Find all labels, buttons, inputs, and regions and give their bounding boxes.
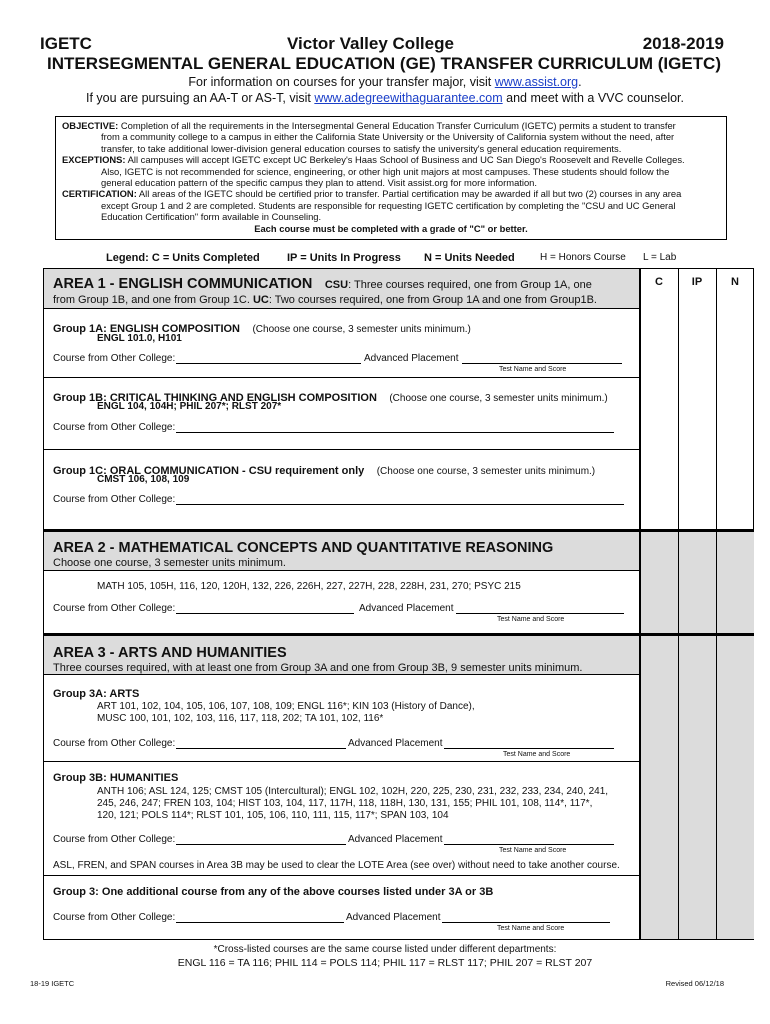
1c-other-college-field[interactable] [176,494,624,505]
group-1c-title: Group 1C: ORAL COMMUNICATION - CSU requirement only [53,465,365,477]
area3-note: Three courses required, with at least one from Group 3A and one from Group 3B, 9 semester units minimum. [53,662,583,674]
footer-revised: Revised 06/12/18 [665,979,724,988]
area2-title: AREA 2 - MATHEMATICAL CONCEPTS AND QUANTITATIVE REASONING [53,540,554,556]
3-other-college-field[interactable] [176,912,344,923]
degree-guarantee-link[interactable]: www.adegreewithaguarantee.com [314,91,503,105]
footer-left: 18-19 IGETC [30,979,75,988]
crosslist-detail: ENGL 116 = TA 116; PHIL 114 = POLS 114; PHIL 117 = RLST 117; PHIL 207 = RLST 207 [177,957,593,969]
area2-col-n[interactable] [716,532,754,633]
crosslist-note: *Cross-listed courses are the same course listed under different departments: [213,944,557,955]
page-title: INTERSEGMENTAL GENERAL EDUCATION (GE) TRANSFER CURRICULUM (IGETC) [46,54,721,73]
grade-requirement: Each course must be completed with a grade of "C" or better. [254,222,528,234]
1a-other-college-field[interactable] [176,353,361,364]
1a-ap-field[interactable] [462,353,622,364]
area2-note: Choose one course, 3 semester units minimum. [53,557,286,569]
area2-header [43,530,640,570]
area2-col-c[interactable] [640,532,679,633]
group-3b-courses-3: 120, 121; POLS 114*; RLST 101, 105, 106, 110, 111, 115, 117*; SPAN 103, 104 [97,810,449,821]
group-3a-courses-2: MUSC 100, 101, 102, 103, 116, 117, 118, 202; TA 101, 102, 116* [97,713,384,724]
group-1a-courses: ENGL 101.0, H101 [97,333,182,344]
group-3b-courses-1: ANTH 106; ASL 124, 125; CMST 105 (Intercultural); ENGL 102, 102H, 220, 225, 230, 231, 232, 233, 234, 240, 241, [97,786,609,797]
header-college: Victor Valley College [287,34,454,53]
group-3a-title: Group 3A: ARTS [53,688,140,700]
3b-other-college-field[interactable] [176,834,346,845]
area2-courses: MATH 105, 105H, 116, 120, 120H, 132, 226, 226H, 227, 227H, 228, 228H, 231, 270; PSYC 215 [97,581,521,592]
area1-title: AREA 1 - ENGLISH COMMUNICATION [53,276,313,292]
group-3b-courses-2: 245, 246, 247; FREN 103, 104; HIST 103, 104, 117, 117H, 118, 118H, 130, 131, 155; PHIL 101, 108, 114*, 117*, [97,798,593,809]
group-1b-courses: ENGL 104, 104H; PHIL 207*; RLST 207* [97,401,282,412]
3a-other-college-field[interactable] [176,738,346,749]
3b-ap-field[interactable] [444,834,614,845]
group-1b-title: Group 1B: CRITICAL THINKING AND ENGLISH COMPOSITION [53,392,377,404]
col-header-n: N [731,276,739,288]
area3-body: Group 3A: ARTS ART 101, 102, 104, 105, 106, 107, 108, 109; ENGL 116*; KIN 103 (History of Dance), MUSC 100, 101, 102, 103, 116, 117, 118, 202; TA 101, 102, 116* Course from Other College: Advanced Placement Test Name and Score Group 3B: HUMANITIES ANTH 106; ASL 124, 125; CMST 105 (Intercultural); ENGL 102, 102H, 220, 225, 230, 231, 232, 233, 234, 240, 241, 245, 246, 247; FREN 103, 104; HIST 103, 104, 117, 117H, 118, 118H, 130, 131, 155; PHIL 101, 108, 114*, 117*, 120, 121; POLS 114*; RLST 101, 105, 106, 110, 111, 115, 117*; SPAN 103, 104 Course from Other College: Advanced Placement Test Name and Score ASL, FREN, and SPAN courses in Area 3B may be used to clear the LOTE Area (see over) without need to take another course. Group 3: One additional course from any of the above courses listed under 3A or 3B Course from Other College: Advanced Placement Test Name and Score [43,674,640,940]
area1-col-n[interactable] [716,269,754,529]
header-row [40,34,728,56]
area3-unit-columns [640,634,754,940]
area3-col-ip[interactable] [678,636,717,939]
area3-header [43,634,640,674]
area2-other-college-field[interactable] [176,603,354,614]
area1-body: Group 1A: ENGLISH COMPOSITION (Choose one course, 3 semester units minimum.) ENGL 101.0, H101 Course from Other College: Advanced Placement Test Name and Score Group 1B: CRITICAL THINKING AND ENGLISH COMPOSITION (Choose one course, 3 semester units minimum.) ENGL 104, 104H; PHIL 207*; RLST 207* Course from Other College: Group 1C: ORAL COMMUNICATION - CSU requirement only (Choose one course, 3 semester units minimum.) CMST 106, 108, 109 Course from Other College: [43,308,640,530]
group-3-title: Group 3: One additional course from any of the above courses listed under 3A or 3B [53,886,494,898]
1b-other-college-field[interactable] [176,422,614,433]
area1-col-ip[interactable] [678,269,717,529]
header-year: 2018-2019 [642,34,724,53]
group-3b-title: Group 3B: HUMANITIES [53,772,179,784]
group-1c-courses: CMST 106, 108, 109 [97,474,190,485]
header-left: IGETC [40,34,92,53]
legend: Legend: C = Units Completed IP = Units In Progress N = Units Needed H = Honors Course L = Lab [106,252,677,264]
area3-title: AREA 3 - ARTS AND HUMANITIES [53,645,287,661]
area1-header: AREA 1 - ENGLISH COMMUNICATION CSU: Three courses required, one from Group 1A, one from Group 1B, and one from Group 1C. UC: Two courses required, one from Group 1A and one from Group1B. [43,268,640,308]
assist-link[interactable]: www.assist.org [494,75,579,89]
area2-body: MATH 105, 105H, 116, 120, 120H, 132, 226, 226H, 227, 227H, 228, 228H, 231, 270; PSYC 215 Course from Other College: Advanced Placement Test Name and Score [43,570,640,634]
col-header-ip: IP [691,276,703,288]
area1-col-c[interactable] [640,269,679,529]
area2-ap-field[interactable] [456,603,624,614]
area1-unit-columns [640,268,754,530]
area3-col-n[interactable] [716,636,754,939]
area3-col-c[interactable] [640,636,679,939]
lote-note: ASL, FREN, and SPAN courses in Area 3B may be used to clear the LOTE Area (see over) without need to take another course. [53,860,620,871]
3-ap-field[interactable] [442,912,610,923]
objective-box: OBJECTIVE: Completion of all the requirements in the Intersegmental General Education Transfer Curriculum (IGETC) permits a student to transfer from a community college to a campus in either the California State University or the University of California system without the need, after transfer, to take additional lower-division general education courses to satisfy the university's general education requirements. EXCEPTIONS: All campuses will accept IGETC except UC Berkeley's Haas School of Business and UC San Diego's Roosevelt and Revelle Colleges. Also, IGETC is not recommended for science, engineering, or other high unit majors at most campuses. These students should follow the general education pattern of the specific campus they plan to attend. Visit assist.org for more information. CERTIFICATION: All areas of the IGETC should be certified prior to transfer. Partial certification may be awarded if all but two (2) courses in any area except Group 1 and 2 are completed. Students are responsible for requesting IGETC certification by completing the "CSU and UC General Education Certification" form available in Counseling. Each course must be completed with a grade of "C" or better. [55,116,727,240]
3a-ap-field[interactable] [444,738,614,749]
area2-col-ip[interactable] [678,532,717,633]
info-line-1: For information on courses for your transfer major, visit www.assist.org. [188,75,582,89]
group-3a-courses-1: ART 101, 102, 104, 105, 106, 107, 108, 109; ENGL 116*; KIN 103 (History of Dance), [97,701,475,712]
group-1a-title: Group 1A: ENGLISH COMPOSITION [53,323,241,335]
area2-unit-columns [640,530,754,634]
info-line-2: If you are pursuing an AA-T or AS-T, visit www.adegreewithaguarantee.com and meet with a VVC counselor. [85,91,685,105]
col-header-c: C [655,276,663,288]
